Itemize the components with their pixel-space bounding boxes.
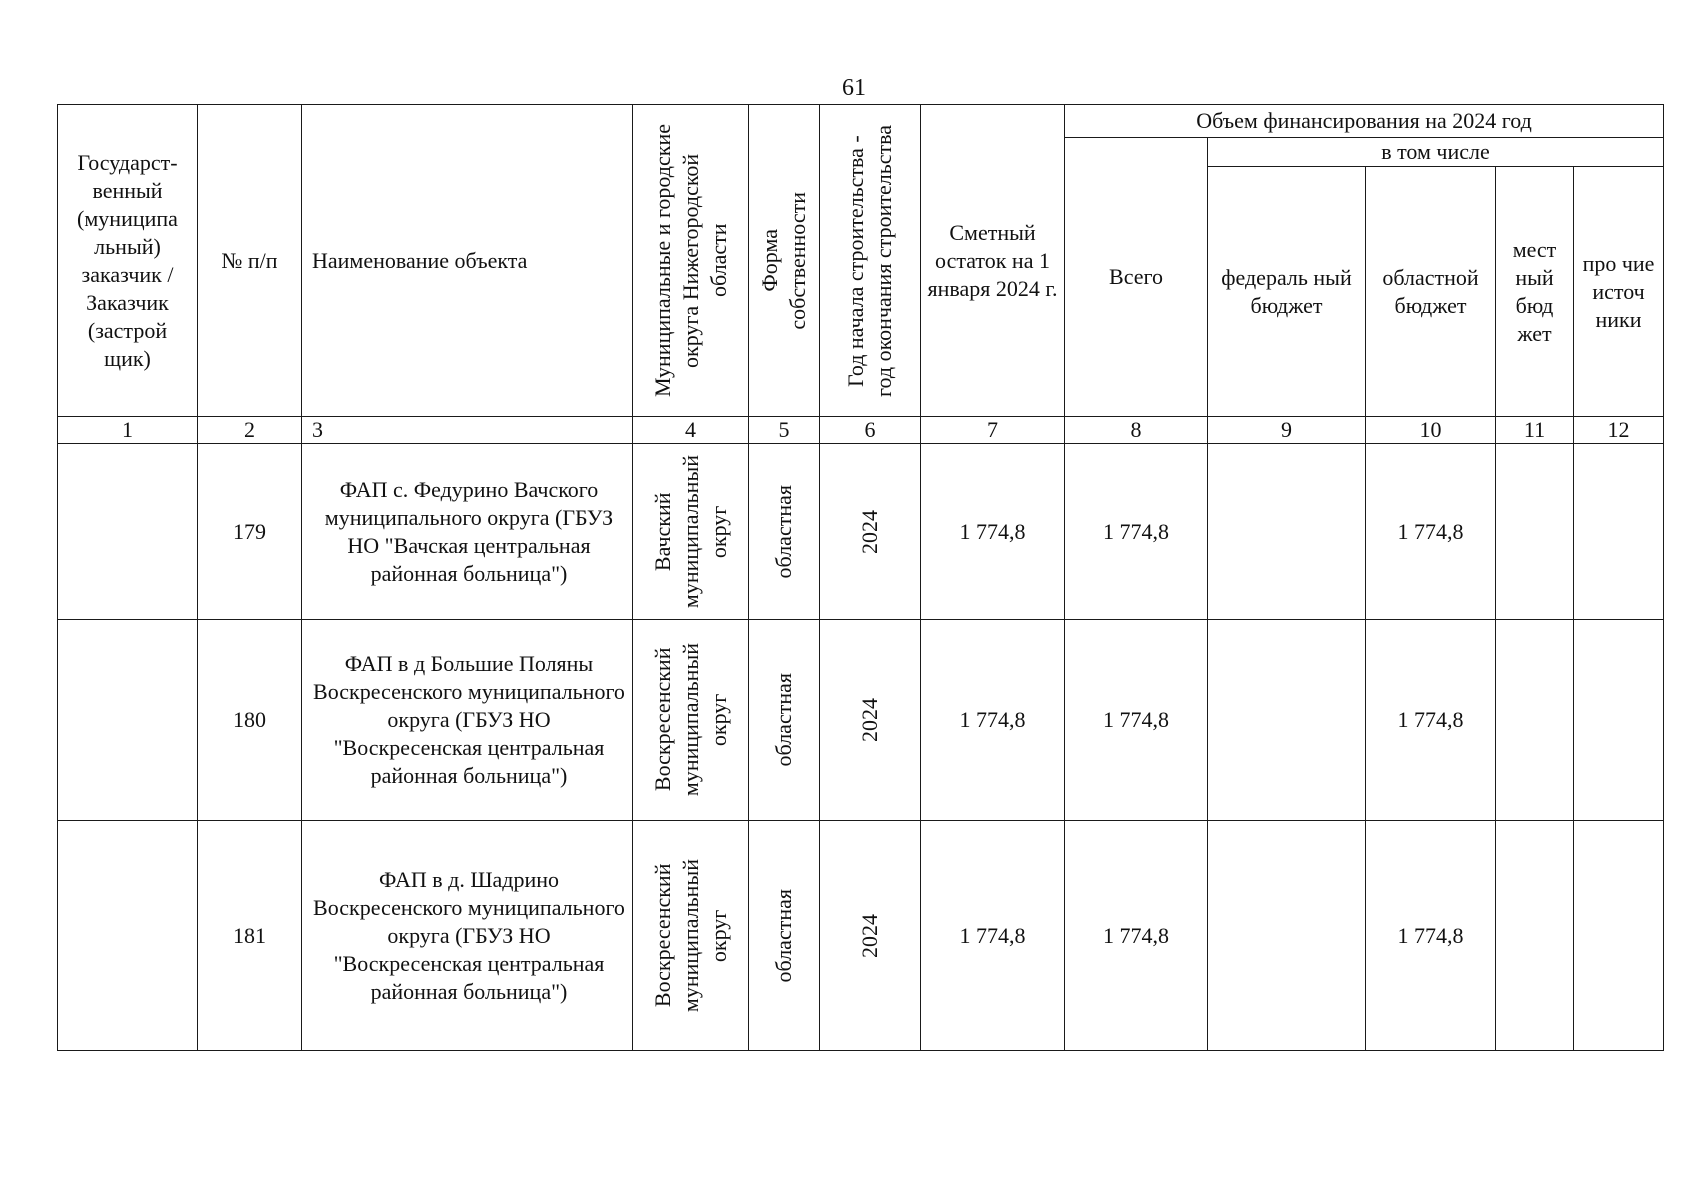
header-district <box>633 105 749 417</box>
column-number: 4 <box>633 417 749 444</box>
cell-number: 181 <box>198 821 302 1051</box>
cell-federal <box>1208 821 1366 1051</box>
cell-years: 2024 <box>820 444 921 620</box>
cell-other <box>1574 620 1664 821</box>
cell-object-name: ФАП в д Большие Поляны Воскресенского муниципального округа (ГБУЗ НО "Воскресенская центральная районная больница") <box>302 620 633 821</box>
table-row <box>58 444 1664 620</box>
cell-total: 1 774,8 <box>1065 620 1208 821</box>
cell-other <box>1574 444 1664 620</box>
header-including-group: в том числе <box>1208 138 1664 167</box>
cell-district: Вачский муниципальный округ <box>633 444 749 620</box>
cell-regional: 1 774,8 <box>1366 620 1496 821</box>
header-local: мест ный бюд жет <box>1496 167 1574 417</box>
header-remaining: Сметный остаток на 1 января 2024 г. <box>921 105 1065 417</box>
column-number: 5 <box>749 417 820 444</box>
column-number: 6 <box>820 417 921 444</box>
column-number: 3 <box>302 417 633 444</box>
header-district-text: Муниципальные и городские округа Нижегородской области <box>649 124 731 397</box>
cell-local <box>1496 821 1574 1051</box>
cell-years: 2024 <box>820 620 921 821</box>
financing-table <box>57 104 1664 1051</box>
cell-regional: 1 774,8 <box>1366 444 1496 620</box>
column-numbers-row <box>58 417 1664 444</box>
header-regional: областной бюджет <box>1366 167 1496 417</box>
header-ownership-text: Форма собственности <box>757 191 810 330</box>
header-total: Всего <box>1065 138 1208 417</box>
cell-local <box>1496 444 1574 620</box>
table-row <box>58 620 1664 821</box>
column-number: 11 <box>1496 417 1574 444</box>
cell-remaining: 1 774,8 <box>921 620 1065 821</box>
cell-regional: 1 774,8 <box>1366 821 1496 1051</box>
header-years <box>820 105 921 417</box>
column-number: 9 <box>1208 417 1366 444</box>
header-federal: федераль ный бюджет <box>1208 167 1366 417</box>
cell-number: 179 <box>198 444 302 620</box>
cell-district: Воскресенский муниципальный округ <box>633 821 749 1051</box>
cell-customer <box>58 444 198 620</box>
cell-other <box>1574 821 1664 1051</box>
cell-object-name: ФАП в д. Шадрино Воскресенского муниципального округа (ГБУЗ НО "Воскресенская центральная районная больница") <box>302 821 633 1051</box>
column-number: 10 <box>1366 417 1496 444</box>
column-number: 7 <box>921 417 1065 444</box>
header-object-name: Наименование объекта <box>302 105 633 417</box>
header-other: про чие источ ники <box>1574 167 1664 417</box>
column-number: 1 <box>58 417 198 444</box>
cell-customer <box>58 821 198 1051</box>
cell-remaining: 1 774,8 <box>921 821 1065 1051</box>
header-financing-group: Объем финансирования на 2024 год <box>1065 105 1664 138</box>
cell-federal <box>1208 620 1366 821</box>
cell-total: 1 774,8 <box>1065 444 1208 620</box>
cell-local <box>1496 620 1574 821</box>
header-customer: Государст-венный (муниципа льный) заказчик / Заказчик (застрой щик) <box>58 105 198 417</box>
cell-district: Воскресенский муниципальный округ <box>633 620 749 821</box>
cell-ownership: областная <box>749 444 820 620</box>
column-number: 8 <box>1065 417 1208 444</box>
column-number: 12 <box>1574 417 1664 444</box>
header-number: № п/п <box>198 105 302 417</box>
column-number: 2 <box>198 417 302 444</box>
cell-total: 1 774,8 <box>1065 821 1208 1051</box>
cell-ownership: областная <box>749 821 820 1051</box>
header-ownership <box>749 105 820 417</box>
header-years-text: Год начала строительства - год окончания строительства <box>843 124 896 397</box>
cell-years: 2024 <box>820 821 921 1051</box>
cell-object-name: ФАП с. Федурино Вачского муниципального округа (ГБУЗ НО "Вачская центральная районная больница") <box>302 444 633 620</box>
cell-ownership: областная <box>749 620 820 821</box>
cell-number: 180 <box>198 620 302 821</box>
cell-federal <box>1208 444 1366 620</box>
page-number: 61 <box>842 75 866 101</box>
cell-remaining: 1 774,8 <box>921 444 1065 620</box>
table-row <box>58 821 1664 1051</box>
cell-customer <box>58 620 198 821</box>
